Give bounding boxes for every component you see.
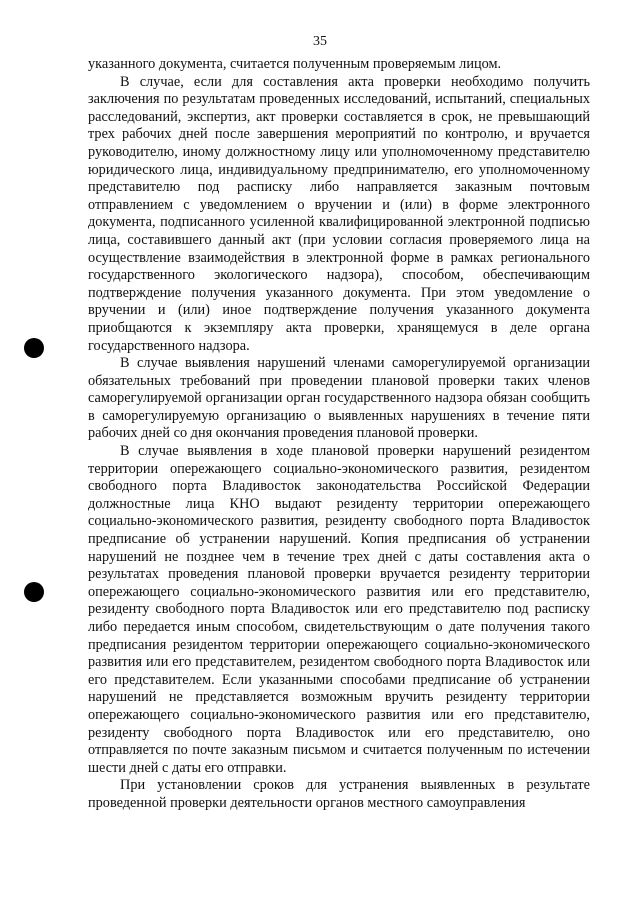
document-body [88,56,590,813]
paragraph-deadlines: При установлении сроков для устранения выявленных в результате проведенной проверки деятельности органов местного самоуправления [88,777,590,811]
page-number: 35 [313,34,327,49]
paragraph-act-conclusions: В случае, если для составления акта проверки необходимо получить заключения по результатам проведенных исследований, испытаний, специальных расследований, экспертиз, акт проверки составляется в срок, не превышающий трех рабочих дней после завершения мероприятий по контролю, и вручается руководителю, иному должностному лицу или уполномоченному представителю юридического лица, индивидуальному предпринимателю, его уполномоченному представителю под расписку либо направляется заказным почтовым отправлением с уведомлением о вручении и (или) в форме электронного документа, подписанного усиленной квалифицированной электронной подписью лица, составившего данный акт (при условии согласия проверяемого лица на осуществление взаимодействия в электронной форме в рамках регионального государственного экологического надзора), способом, обеспечивающим подтверждение получения указанного документа. При этом уведомление о вручении и (или) иное подтверждение получения указанного документа приобщаются к экземпляру акта проверки, хранящемуся в деле органа государственного надзора. [88,73,590,354]
punch-hole-mark [24,582,44,602]
paragraph-continuation: указанного документа, считается полученным проверяемым лицом. [88,56,502,72]
punch-hole-mark [24,338,44,358]
paragraph-self-regulatory-org: В случае выявления нарушений членами саморегулируемой организации обязательных требований при проведении плановой проверки таких членов саморегулируемой организации орган государственного надзора обязан сообщить в саморегулируемую организацию о выявленных нарушениях в течение пяти рабочих дней со дня окончания проведения плановой проверки. [88,355,590,442]
paragraph-resident-violations: В случае выявления в ходе плановой проверки нарушений резидентом территории опережающего социально-экономического развития, резидентом свободного порта Владивосток законодательства Российской Федерации должностные лица КНО выдают резиденту территории опережающего социально-экономического развития, резиденту свободного порта Владивосток предписание об устранении нарушений. Копия предписания об устранении нарушений не позднее чем в течение трех дней с даты составления акта о результатах проведения плановой проверки вручается резиденту территории опережающего социально-экономического развития или его представителю, резиденту свободного порта Владивосток или его представителю под расписку либо передается иным способом, свидетельствующим о дате получения такого предписания резидентом территории опережающего социально-экономического развития или его представителем, резидентом свободного порта Владивосток или его представителем. Если указанными способами предписание об устранении нарушений не представляется возможным вручить резиденту территории опережающего социально-экономического развития или его представителю, резиденту свободного порта Владивосток или его представителю, оно отправляется по почте заказным письмом и считается полученным по истечении шести дней с даты его отправки. [88,443,590,776]
